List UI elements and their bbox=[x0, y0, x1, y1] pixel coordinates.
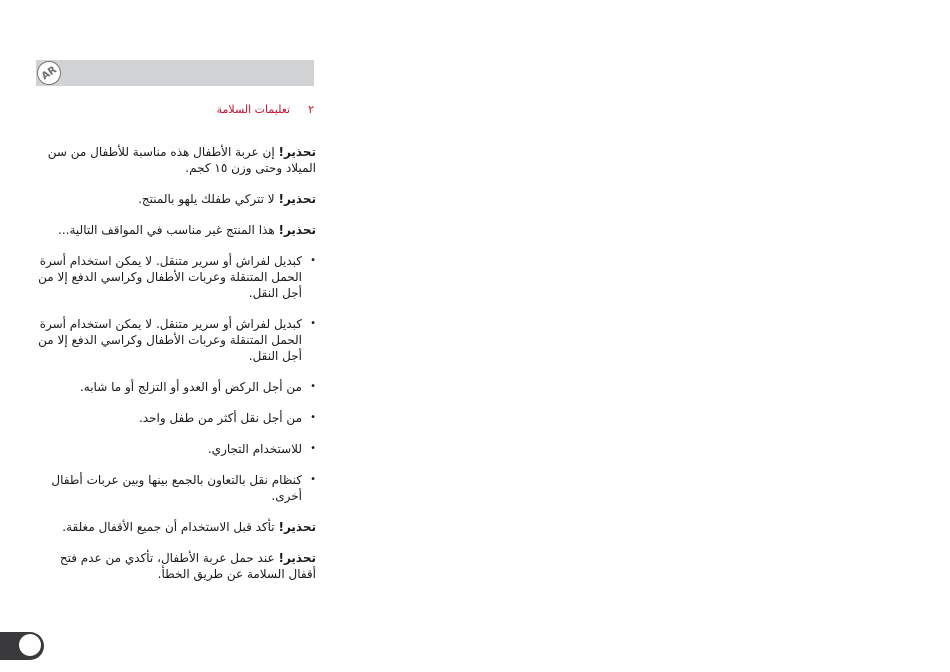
warning-age-range bbox=[36, 144, 316, 176]
warning-label: تحذير! bbox=[278, 520, 316, 534]
list-item bbox=[36, 253, 316, 301]
list-item bbox=[36, 410, 316, 426]
warning-carry-locks bbox=[36, 550, 316, 582]
bullet-icon: • bbox=[310, 255, 316, 266]
list-item-text: من أجل الركض أو العدو أو التزلج أو ما شابه. bbox=[79, 380, 302, 394]
bullet-icon: • bbox=[310, 474, 316, 485]
warning-no-play bbox=[36, 191, 316, 207]
warning-label: تحذير! bbox=[278, 192, 316, 206]
list-item-text: كنظام نقل بالتعاون بالجمع بينها وبين عربات أطفال أخرى. bbox=[51, 473, 302, 503]
bullet-icon: • bbox=[310, 381, 316, 392]
warning-label: تحذير! bbox=[278, 223, 316, 237]
bullet-icon: • bbox=[310, 443, 316, 454]
warning-text: هذا المنتج غير مناسب في المواقف التالية... bbox=[58, 223, 279, 237]
bullet-icon: • bbox=[310, 318, 316, 329]
list-item bbox=[36, 472, 316, 504]
list-item-text: للاستخدام التجاري. bbox=[207, 442, 302, 456]
warning-unsuitable-situations bbox=[36, 222, 316, 238]
list-item-text: من أجل نقل أكثر من طفل واحد. bbox=[138, 411, 302, 425]
list-item-text: كبديل لفراش أو سرير متنقل. لا يمكن استخدام أسرة الحمل المتنقلة وعربات الأطفال وكراسي الدفع إلا من أجل النقل. bbox=[38, 254, 302, 300]
warning-label: تحذير! bbox=[278, 551, 316, 565]
list-item bbox=[36, 441, 316, 457]
language-header-bar bbox=[36, 60, 314, 86]
section-number: ٢ bbox=[308, 103, 314, 116]
warning-text: لا تتركي طفلك يلهو بالمنتج. bbox=[138, 192, 279, 206]
section-heading bbox=[36, 103, 314, 116]
unsuitable-situations-list bbox=[36, 253, 316, 504]
warning-text: إن عربة الأطفال هذه مناسبة للأطفال من سن الميلاد وحتى وزن ١٥ كجم. bbox=[47, 145, 316, 175]
list-item-text: كبديل لفراش أو سرير متنقل. لا يمكن استخدام أسرة الحمل المتنقلة وعربات الأطفال وكراسي الدفع إلا من أجل النقل. bbox=[38, 317, 302, 363]
safety-instructions-content bbox=[36, 144, 316, 597]
warning-locks-closed bbox=[36, 519, 316, 535]
warning-label: تحذير! bbox=[278, 145, 316, 159]
language-badge: AR bbox=[32, 56, 65, 89]
list-item bbox=[36, 379, 316, 395]
warning-text: عند حمل عربة الأطفال، تأكدي من عدم فتح أقفال السلامة عن طريق الخطأ. bbox=[59, 551, 316, 581]
bullet-icon: • bbox=[310, 412, 316, 423]
list-item bbox=[36, 316, 316, 364]
warning-text: تأكد قبل الاستخدام أن جميع الأقفال مغلقة. bbox=[62, 520, 279, 534]
section-title: تعليمات السلامة bbox=[216, 103, 291, 116]
page-tab-circle-icon bbox=[19, 634, 41, 656]
